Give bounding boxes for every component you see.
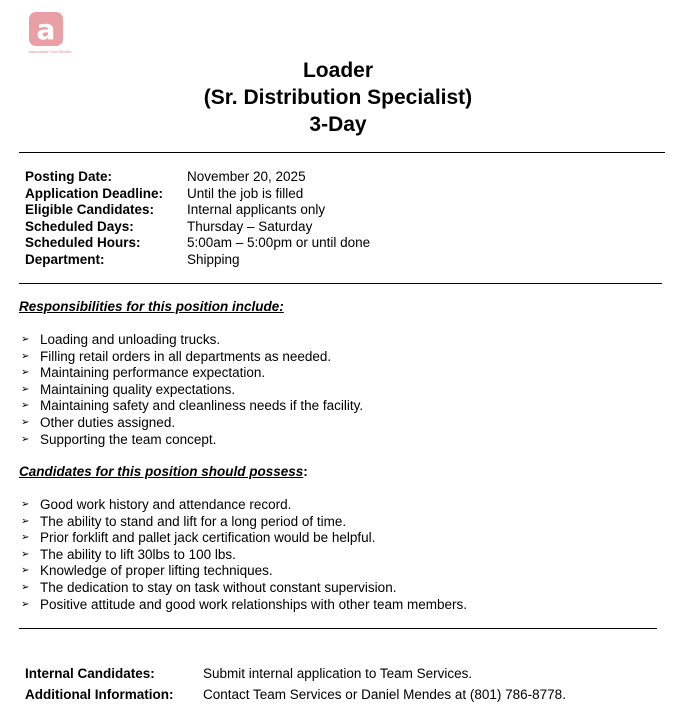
arrow-bullet-icon: ➢ xyxy=(21,532,30,544)
list-item xyxy=(21,530,467,547)
list-item-text: The ability to stand and lift for a long period of time. xyxy=(40,513,347,529)
job-title xyxy=(0,57,676,138)
detail-row xyxy=(25,252,370,269)
logo-mark xyxy=(29,12,63,46)
list-item-text: Supporting the team concept. xyxy=(40,431,217,447)
list-item-text: The ability to lift 30lbs to 100 lbs. xyxy=(40,546,236,562)
list-item-text: Maintaining safety and cleanliness needs if the facility. xyxy=(40,398,364,414)
arrow-bullet-icon: ➢ xyxy=(21,433,30,445)
list-item xyxy=(21,514,467,531)
arrow-bullet-icon: ➢ xyxy=(21,515,30,527)
logo-letter-icon xyxy=(29,12,63,46)
contact-info xyxy=(25,665,566,707)
detail-row xyxy=(25,235,370,252)
footer-row xyxy=(25,686,566,707)
list-item-text: Positive attitude and good work relationships with other team members. xyxy=(40,596,467,612)
detail-value: November 20, 2025 xyxy=(187,169,306,184)
detail-value: Thursday – Saturday xyxy=(187,218,313,234)
list-item xyxy=(21,547,467,564)
title-line-position: Loader xyxy=(302,59,373,82)
list-item xyxy=(21,432,363,449)
responsibilities-heading xyxy=(19,299,284,314)
qualifications-list xyxy=(21,497,467,613)
list-item xyxy=(21,497,467,514)
detail-row xyxy=(25,202,370,219)
list-item-text: Filling retail orders in all departments as needed. xyxy=(40,348,332,364)
detail-label: Scheduled Days: xyxy=(25,218,134,234)
detail-value: Until the job is filled xyxy=(187,185,304,201)
logo-caption: Associated Food Stores xyxy=(28,49,72,54)
arrow-bullet-icon: ➢ xyxy=(21,598,30,610)
divider-details xyxy=(19,283,662,284)
list-item xyxy=(21,398,363,415)
list-item xyxy=(21,365,363,382)
footer-row xyxy=(25,665,566,686)
arrow-bullet-icon: ➢ xyxy=(21,499,30,510)
detail-value: Shipping xyxy=(187,251,240,267)
detail-row xyxy=(25,169,370,186)
arrow-bullet-icon: ➢ xyxy=(21,334,30,345)
arrow-bullet-icon: ➢ xyxy=(21,416,30,428)
list-item xyxy=(21,597,467,614)
arrow-bullet-icon: ➢ xyxy=(21,581,30,593)
arrow-bullet-icon: ➢ xyxy=(21,400,30,412)
list-item xyxy=(21,349,363,366)
arrow-bullet-icon: ➢ xyxy=(21,383,30,395)
divider-bottom xyxy=(19,628,657,629)
list-item xyxy=(21,563,467,580)
svg-text:a: a xyxy=(36,13,56,46)
footer-value: Submit internal application to Team Services. xyxy=(203,666,473,681)
qualifications-heading xyxy=(19,464,308,479)
list-item-text: Maintaining quality expectations. xyxy=(40,381,236,397)
list-item-text: Prior forklift and pallet jack certification would be helpful. xyxy=(40,530,376,546)
arrow-bullet-icon: ➢ xyxy=(21,548,30,560)
title-line-subtitle: (Sr. Distribution Specialist) xyxy=(203,86,473,109)
list-item xyxy=(21,332,363,349)
list-item-text: Good work history and attendance record. xyxy=(40,497,292,512)
footer-value: Contact Team Services or Daniel Mendes at (801) 786-8778. xyxy=(203,687,566,702)
arrow-bullet-icon: ➢ xyxy=(21,350,30,362)
divider-top xyxy=(19,152,665,153)
detail-label: Department: xyxy=(25,251,105,267)
detail-value: 5:00am – 5:00pm or until done xyxy=(187,235,371,251)
detail-label: Eligible Candidates: xyxy=(25,202,155,218)
detail-label: Application Deadline: xyxy=(25,185,164,201)
list-item-text: Loading and unloading trucks. xyxy=(40,332,221,347)
footer-label: Internal Candidates: xyxy=(25,666,155,681)
list-item xyxy=(21,580,467,597)
arrow-bullet-icon: ➢ xyxy=(21,565,30,577)
arrow-bullet-icon: ➢ xyxy=(21,367,30,379)
title-line-schedule: 3-Day xyxy=(309,113,367,136)
qualifications-heading-text: Candidates for this position should possess xyxy=(19,464,304,479)
list-item-text: The dedication to stay on task without constant supervision. xyxy=(40,579,397,595)
list-item xyxy=(21,382,363,399)
responsibilities-list xyxy=(21,332,363,448)
responsibilities-heading-text: Responsibilities for this position include: xyxy=(19,299,284,314)
qualifications-heading-colon: : xyxy=(303,464,308,479)
detail-row xyxy=(25,186,370,203)
list-item-text: Maintaining performance expectation. xyxy=(40,365,266,381)
posting-details xyxy=(25,169,370,269)
list-item-text: Other duties assigned. xyxy=(40,414,176,430)
detail-label: Posting Date: xyxy=(25,169,113,184)
detail-value: Internal applicants only xyxy=(187,202,326,218)
footer-label: Additional Information: xyxy=(25,687,174,702)
detail-row xyxy=(25,219,370,236)
detail-label: Scheduled Hours: xyxy=(25,235,141,251)
list-item-text: Knowledge of proper lifting techniques. xyxy=(40,563,273,579)
list-item xyxy=(21,415,363,432)
